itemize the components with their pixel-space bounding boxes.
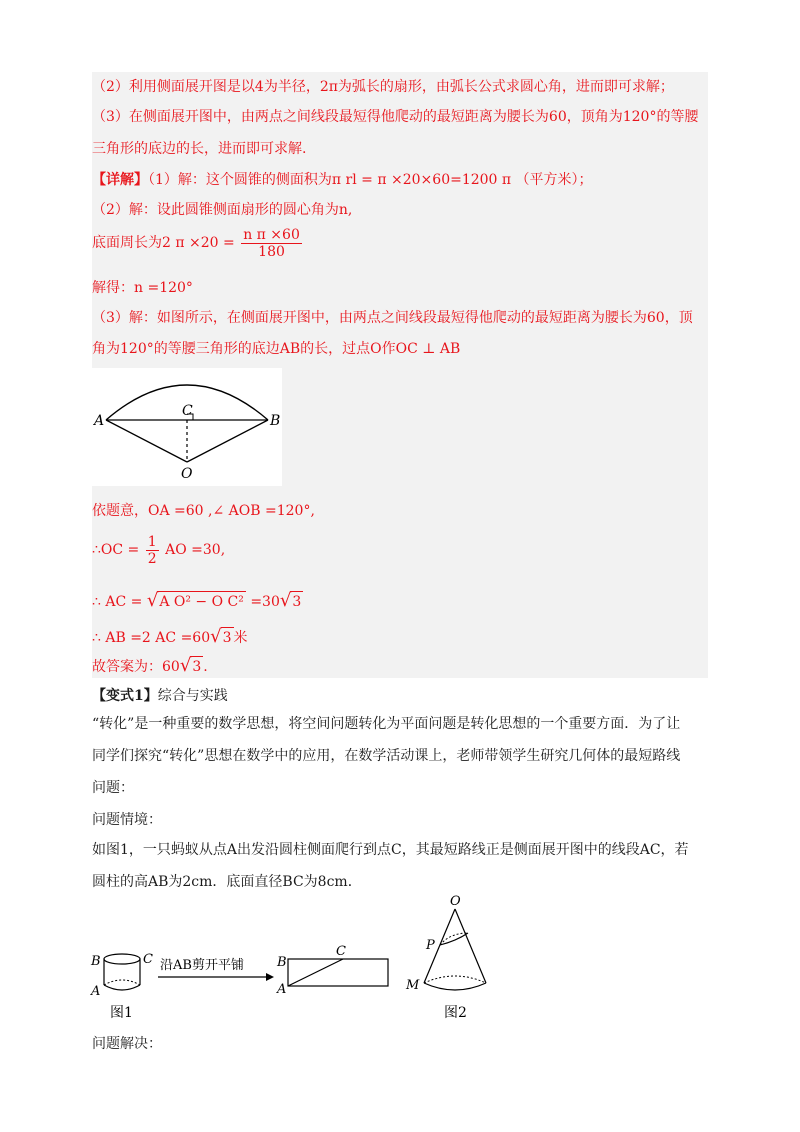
unrolled-rectangle — [276, 944, 388, 997]
variant-heading — [92, 686, 228, 706]
solve-n: 解得：n =120° — [92, 280, 193, 296]
ab-unit: 米 — [233, 630, 248, 646]
ac-root: 3 — [290, 591, 303, 612]
detail-line1 — [92, 170, 593, 190]
arrow — [158, 957, 274, 981]
ab-prefix: ∴ AB =2 AC =60 — [92, 630, 211, 646]
answer-line: 故答案为：60√3 . — [92, 655, 208, 676]
fig1-label-b: B — [91, 954, 101, 969]
label-b: B — [270, 413, 281, 429]
detail-3-line2: 角为120°的等腰三角形的底边AB的长，过点O作OC ⊥ AB — [92, 341, 461, 357]
step3-hint-line2: 三角形的底边的长，进而即可求解. — [92, 141, 307, 157]
variant-title: 综合与实践 — [157, 688, 228, 704]
ac-result: =30 — [250, 594, 280, 610]
fig1-label-c: C — [143, 952, 153, 967]
ac-equation: ∴ AC = √A O² − O C² =30√3 — [92, 590, 302, 611]
fig2-label-m: M — [406, 978, 420, 993]
cylinder-figure — [90, 952, 153, 999]
variant-para1-line1: “转化”是一种重要的数学思想，将空间问题转化为平面问题是转化思想的一个重要方面．为了让 — [92, 716, 681, 732]
ab-root: 3 — [221, 627, 234, 648]
step3-hint-line1: （3）在侧面展开图中，由两点之间线段最短得他爬动的最短距离为腰长为60，顶角为120°的等腰 — [92, 109, 699, 125]
perimeter-numerator: n π ×60 — [243, 226, 300, 243]
context-heading: 问题情境： — [92, 812, 162, 828]
ac-radicand: A O² − O C² — [157, 591, 246, 612]
fig2-caption: 图2 — [444, 1005, 467, 1021]
variant-para1-line2: 同学们探究“转化”思想在数学中的应用，在数学活动课上，老师带领学生研究几何体的最短路线 — [92, 748, 681, 764]
cone-figure — [405, 894, 486, 993]
label-c: C — [182, 403, 193, 419]
perimeter-fraction — [241, 227, 302, 260]
arrow-text: 沿AB剪开平铺 — [160, 958, 244, 973]
answer-root: 3 — [190, 656, 203, 677]
oc-fraction — [146, 534, 159, 567]
sector-triangle-diagram — [92, 368, 282, 486]
oc-equation — [92, 532, 225, 568]
label-a: A — [94, 413, 105, 429]
solve-heading: 问题解决： — [92, 1036, 162, 1052]
fig2-label-p: P — [426, 938, 435, 953]
answer-suffix: . — [203, 659, 208, 675]
segment-ao — [106, 420, 187, 462]
ab-equation: ∴ AB =2 AC =60√3 米 — [92, 626, 248, 647]
answer-prefix: 故答案为：60 — [92, 659, 180, 675]
detail-3-line1: （3）解：如图所示，在侧面展开图中，由两点之间线段最短得他爬动的最短距离为腰长为60，顶 — [92, 310, 693, 326]
oc-prefix: ∴OC = — [92, 542, 140, 558]
label-o: O — [181, 466, 193, 482]
context-line2: 圆柱的高AB为2cm．底面直径BC为8cm． — [92, 874, 362, 890]
oc-numerator: 1 — [147, 533, 157, 550]
variant-tag: 【变式1】 — [92, 688, 158, 704]
oc-suffix: AO =30, — [165, 542, 226, 558]
fig1-label-a: A — [91, 984, 101, 999]
context-line1: 如图1，一只蚂蚁从点A出发沿圆柱侧面爬行到点C，其最短路线正是侧面展开图中的线段AC，若 — [92, 842, 689, 858]
variant-para1-line3: 问题： — [92, 780, 134, 796]
perimeter-prefix: 底面周长为2 π ×20 = — [92, 235, 235, 251]
detail-1-text: （1）解：这个圆锥的侧面积为π rl = π ×20×60=1200 π （平方米）； — [148, 172, 593, 188]
rect-label-b: B — [277, 955, 287, 970]
oc-denominator: 2 — [147, 550, 157, 567]
detail-line2: （2）解：设此圆锥侧面扇形的圆心角为n, — [92, 202, 353, 218]
segment-bo — [187, 420, 268, 462]
figures-1-2 — [88, 893, 508, 1023]
given-line: 依题意，OA =60 ,∠ AOB =120°, — [92, 503, 315, 519]
perimeter-equation — [92, 226, 304, 260]
step2-hint: （2）利用侧面展开图是以4为半径，2π为弧长的扇形，由弧长公式求圆心角，进而即可求解； — [92, 79, 674, 95]
fig1-caption: 图1 — [110, 1005, 133, 1021]
perimeter-denominator: 180 — [258, 243, 285, 260]
detail-tag: 【详解】 — [92, 172, 148, 188]
ac-prefix: ∴ AC = — [92, 594, 143, 610]
rect-label-c: C — [336, 944, 346, 959]
fig2-label-o: O — [450, 894, 461, 909]
rect-label-a: A — [277, 982, 287, 997]
